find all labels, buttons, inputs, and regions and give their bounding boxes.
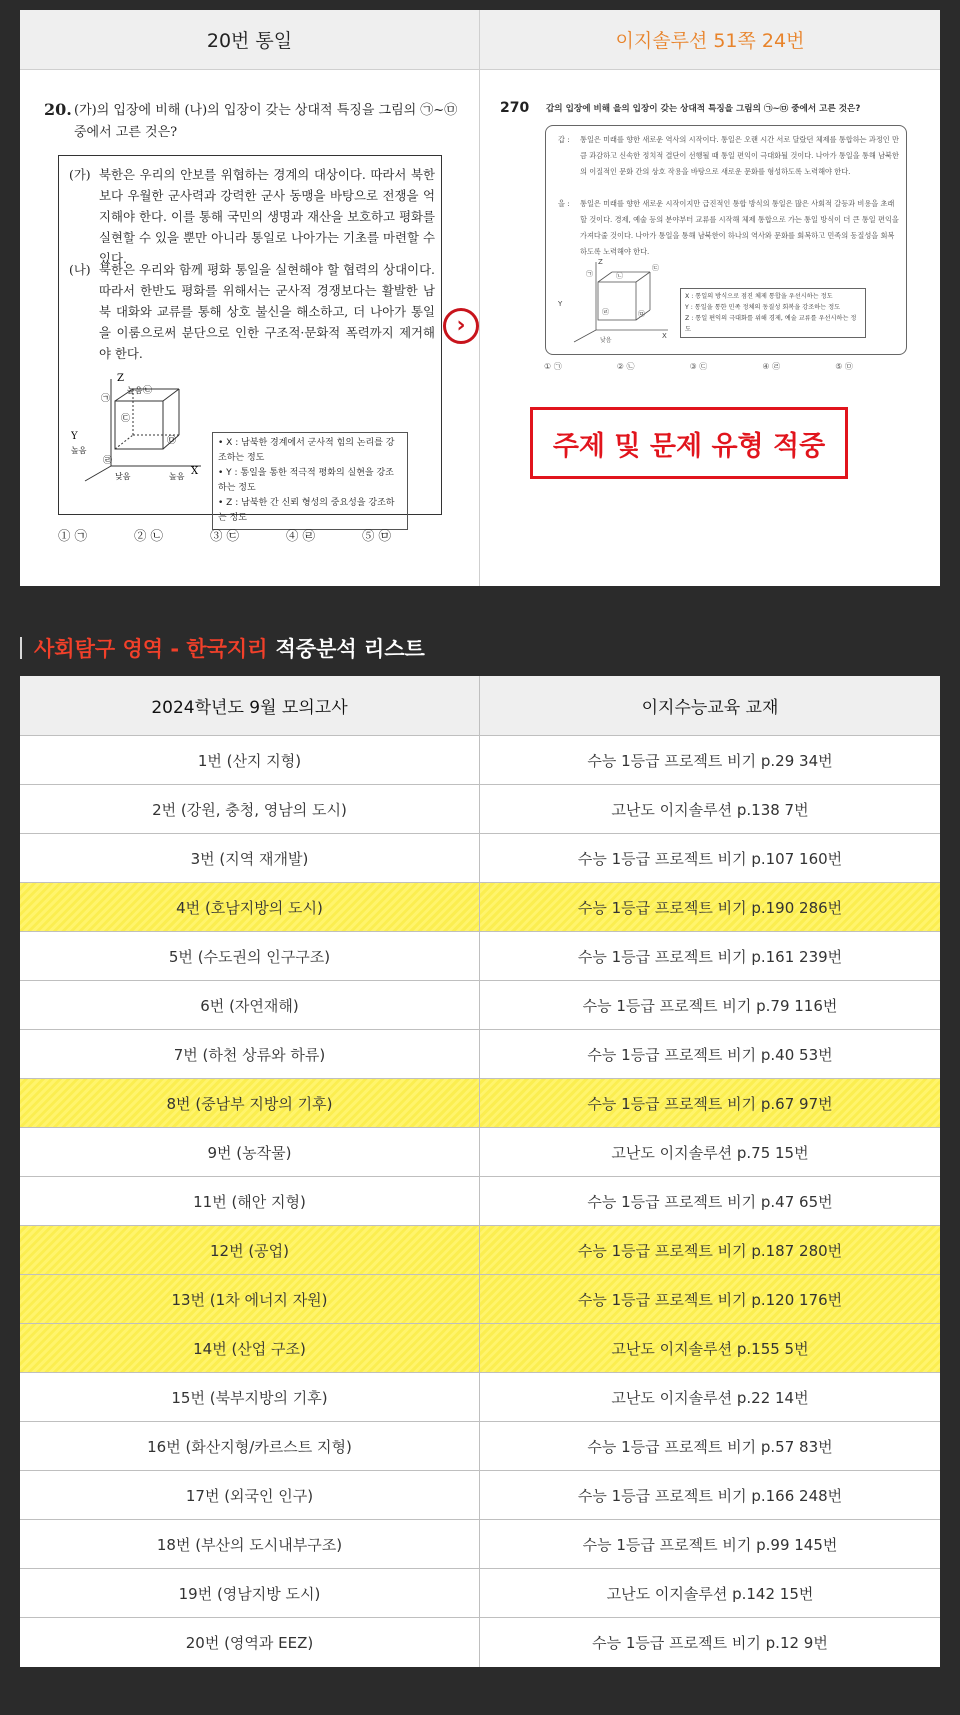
book-reference-cell: 수능 1등급 프로젝트 비기 p.57 83번 [587, 1437, 833, 1456]
answer-choice: ③ ㉢ [210, 528, 239, 543]
analysis-table [20, 676, 940, 1667]
exam-question-cell: 18번 (부산의 도시내부구조) [20, 1520, 480, 1568]
table-row [20, 1226, 940, 1275]
point-label: ㉢ [121, 414, 131, 424]
exam-question-cell: 5번 (수도권의 인구구조) [20, 932, 480, 980]
axis-origin-low: 낮음 [600, 337, 612, 344]
table-row [20, 1275, 940, 1324]
point-label: ㉠ [586, 270, 593, 278]
axis-origin-low: 낮음 [115, 472, 131, 481]
table-row [20, 1030, 940, 1079]
book-reference-cell: 고난도 이지솔루션 p.22 14번 [611, 1388, 809, 1407]
exam-answer-choices [58, 526, 442, 544]
legend-y: • Y : 통일을 통한 적극적 평화의 실현을 강조하는 정도 [218, 468, 394, 493]
book-reference-cell: 수능 1등급 프로젝트 비기 p.67 97번 [587, 1094, 833, 1113]
exam-question-cell: 9번 (농작물) [20, 1128, 480, 1176]
exam-question-cell: 16번 (화산지형/카르스트 지형) [20, 1422, 480, 1470]
exam-question-cell: 19번 (영남지방 도시) [20, 1569, 480, 1617]
table-row [20, 883, 940, 932]
comparison-card [20, 10, 940, 586]
axis-y-high: 높음 [71, 446, 87, 455]
book-reference-cell: 고난도 이지솔루션 p.142 15번 [606, 1584, 814, 1603]
passage-text: 통일은 미래를 향한 새로운 시작이지만 급진적인 통합 방식의 통일은 많은 사회적 갈등과 비용을 초래할 것이다. 경제, 예술 등의 분야부터 교류를 시작해 체제 통합으로 가는 통일 방식이 더 큰 통일 편익을 가져다줄 것이다. 나아가 통일을 통해 남북한이 하나의 역사와 문화를 회복하고 민족의 동질성을 회복하도록 노력해야 한다. [580, 199, 899, 256]
book-passage-gap [558, 132, 900, 180]
section-title [20, 633, 425, 663]
exam-question-text: (가)의 입장에 비해 (나)의 입장이 갖는 상대적 특징을 그림의 ㉠~㉤ 중에서 고른 것은? [74, 103, 458, 140]
point-label: ㉡ [616, 272, 623, 280]
exam-question-cell: 6번 (자연재해) [20, 981, 480, 1029]
axis-x-label: X [191, 466, 199, 477]
passage-tag: (가) [69, 167, 91, 182]
table-row [20, 834, 940, 883]
table-row [20, 1618, 940, 1667]
exam-question-cell: 7번 (하천 상류와 하류) [20, 1030, 480, 1078]
answer-choice: ④ ㉣ [286, 528, 315, 543]
passage-text: 통일은 미래를 향한 새로운 역사의 시작이다. 통일은 오랜 시간 서로 달랐던 체제를 통합하는 과정인 만큼 과감하고 신속한 정치적 결단이 선행될 때 통일 편익이 극대화될 것이다. 나아가 통일을 통해 남북한의 이질적인 문화 간의 상호 작용을 바탕으로 새로운 문화를 형성하도록 노력해야 한다. [580, 135, 899, 176]
answer-choice: ⑤ ㉤ [362, 528, 391, 543]
legend-x: X : 통일의 방식으로 점진 체제 통합을 우선시하는 정도 [685, 293, 833, 300]
exam-passage-box [58, 155, 442, 523]
axis-z-high: 높음 [127, 386, 143, 395]
book-answer-choices [544, 361, 908, 372]
book-reference-cell: 고난도 이지솔루션 p.75 15번 [611, 1143, 809, 1162]
point-label: ㉣ [103, 456, 113, 466]
exam-question-cell: 20번 (영역과 EEZ) [20, 1618, 480, 1667]
axis-x-high: 높음 [169, 472, 185, 481]
point-label: ㉤ [167, 436, 177, 446]
point-label: ㉣ [602, 308, 609, 316]
book-passage-box [545, 125, 907, 355]
axis-x-label: X [662, 332, 667, 340]
comparison-header [20, 10, 940, 70]
answer-choice: ④ ㉣ [762, 362, 781, 371]
table-header [20, 676, 940, 736]
table-row [20, 1520, 940, 1569]
exam-question-panel [20, 70, 480, 586]
table-row [20, 736, 940, 785]
book-reference-cell: 수능 1등급 프로젝트 비기 p.99 145번 [582, 1535, 838, 1554]
answer-choice: ① ㉠ [58, 528, 87, 543]
exam-question-cell: 17번 (외국인 인구) [20, 1471, 480, 1519]
book-cube-diagram [556, 256, 674, 346]
point-label: ㉠ [101, 394, 111, 404]
section-title-list: 적중분석 리스트 [275, 637, 425, 661]
exam-axis-legend [212, 432, 408, 530]
book-reference-cell: 수능 1등급 프로젝트 비기 p.187 280번 [577, 1241, 843, 1260]
point-label: ㉢ [652, 264, 659, 272]
exam-question-number: 20. [44, 100, 72, 119]
table-row [20, 1079, 940, 1128]
book-reference-cell: 수능 1등급 프로젝트 비기 p.29 34번 [587, 751, 833, 770]
table-row [20, 1471, 940, 1520]
column-header-exam: 2024학년도 9월 모의고사 [20, 676, 480, 735]
column-header-book: 이지수능교육 교재 [641, 698, 779, 718]
axis-z-label: Z [117, 373, 124, 384]
table-body [20, 736, 940, 1667]
passage-tag: 갑 : [558, 135, 570, 144]
answer-choice: ③ ㉢ [689, 362, 708, 371]
book-passage-eul [558, 196, 900, 260]
match-stamp: 주제 및 문제 유형 적중 [530, 407, 848, 479]
section-title-subject: 사회탐구 영역 - 한국지리 [34, 637, 268, 661]
exam-question-cell: 2번 (강원, 충청, 영남의 도시) [20, 785, 480, 833]
table-row [20, 1128, 940, 1177]
exam-cube-diagram [71, 371, 211, 483]
book-question-text: 갑의 입장에 비해 을의 입장이 갖는 상대적 특징을 그림의 ㉠~㉤ 중에서 고른 것은? [546, 104, 861, 114]
axis-z-label: Z [598, 258, 603, 266]
axis-y-label: Y [558, 300, 563, 308]
answer-choice: ⑤ ㉤ [835, 362, 853, 371]
passage-tag: (나) [69, 262, 91, 277]
answer-choice: ① ㉠ [544, 362, 562, 371]
book-reference-cell: 수능 1등급 프로젝트 비기 p.79 116번 [582, 996, 838, 1015]
table-row [20, 981, 940, 1030]
book-question-header: 이지솔루션 51쪽 24번 [615, 30, 805, 52]
book-question-number: 270 [500, 100, 530, 116]
book-reference-cell: 수능 1등급 프로젝트 비기 p.107 160번 [577, 849, 843, 868]
exam-passage-na [69, 259, 435, 364]
title-divider [20, 637, 22, 659]
table-row [20, 1373, 940, 1422]
book-reference-cell: 수능 1등급 프로젝트 비기 p.190 286번 [577, 898, 843, 917]
book-reference-cell: 수능 1등급 프로젝트 비기 p.120 176번 [577, 1290, 843, 1309]
exam-question-cell: 14번 (산업 구조) [20, 1324, 480, 1372]
chevron-right-icon: › [443, 308, 479, 344]
exam-question-cell: 8번 (중남부 지방의 기후) [20, 1079, 480, 1127]
book-reference-cell: 수능 1등급 프로젝트 비기 p.40 53번 [587, 1045, 833, 1064]
book-question-panel [480, 70, 940, 586]
book-reference-cell: 수능 1등급 프로젝트 비기 p.161 239번 [577, 947, 843, 966]
exam-question-cell: 15번 (북부지방의 기후) [20, 1373, 480, 1421]
book-reference-cell: 고난도 이지솔루션 p.138 7번 [611, 800, 809, 819]
table-row [20, 785, 940, 834]
table-row [20, 1324, 940, 1373]
legend-z: Z : 통일 편익의 극대화를 위해 경제, 예술 교류를 우선시하는 정도 [685, 315, 857, 333]
point-label: ㉡ [143, 386, 153, 396]
book-reference-cell: 수능 1등급 프로젝트 비기 p.47 65번 [587, 1192, 833, 1211]
exam-question-cell: 12번 (공업) [20, 1226, 480, 1274]
exam-question-cell: 13번 (1차 에너지 자원) [20, 1275, 480, 1323]
exam-question-cell: 3번 (지역 재개발) [20, 834, 480, 882]
book-axis-legend [680, 288, 866, 338]
table-row [20, 1177, 940, 1226]
book-reference-cell: 수능 1등급 프로젝트 비기 p.12 9번 [592, 1634, 828, 1652]
axis-y-label: Y [71, 431, 78, 442]
point-label: ㉤ [638, 310, 645, 318]
table-row [20, 932, 940, 981]
legend-y: Y : 통일을 통한 민족 정체의 동질성 회복을 강조하는 정도 [685, 304, 841, 311]
book-reference-cell: 수능 1등급 프로젝트 비기 p.166 248번 [577, 1486, 843, 1505]
legend-x: • X : 남북한 경계에서 군사적 힘의 논리를 강조하는 정도 [218, 438, 395, 463]
book-reference-cell: 고난도 이지솔루션 p.155 5번 [611, 1339, 809, 1358]
passage-text: 북한은 우리와 함께 평화 통일을 실현해야 할 협력의 상대이다. 따라서 한반도 평화를 위해서는 군사적 경쟁보다는 활발한 남북 대화와 교류를 통해 상호 불신을 해소하고, 더 나아가 통일을 이룸으로써 분단으로 인한 구조적·문화적 폭력까지 제거해야 한다. [99, 262, 435, 361]
exam-question-cell: 1번 (산지 지형) [20, 736, 480, 784]
table-row [20, 1422, 940, 1471]
legend-z: • Z : 남북한 간 신뢰 형성의 중요성을 강조하는 정도 [218, 498, 395, 523]
exam-question-cell: 11번 (해안 지형) [20, 1177, 480, 1225]
table-row [20, 1569, 940, 1618]
passage-tag: 을 : [558, 199, 570, 208]
exam-question-cell: 4번 (호남지방의 도시) [20, 883, 480, 931]
exam-passage-ga [69, 164, 435, 269]
passage-text: 북한은 우리의 안보를 위협하는 경계의 대상이다. 따라서 북한보다 우월한 군사력과 강력한 군사 동맹을 바탕으로 전쟁을 억지해야 한다. 이를 통해 국민의 생명과 재산을 보호하고 평화를 실현할 수 있을 뿐만 아니라 통일로 나아가는 기초를 마련할 수 있다. [99, 167, 435, 266]
answer-choice: ② ㉡ [616, 362, 635, 371]
exam-question-header: 20번 통일 [20, 10, 480, 69]
answer-choice: ② ㉡ [134, 528, 163, 543]
